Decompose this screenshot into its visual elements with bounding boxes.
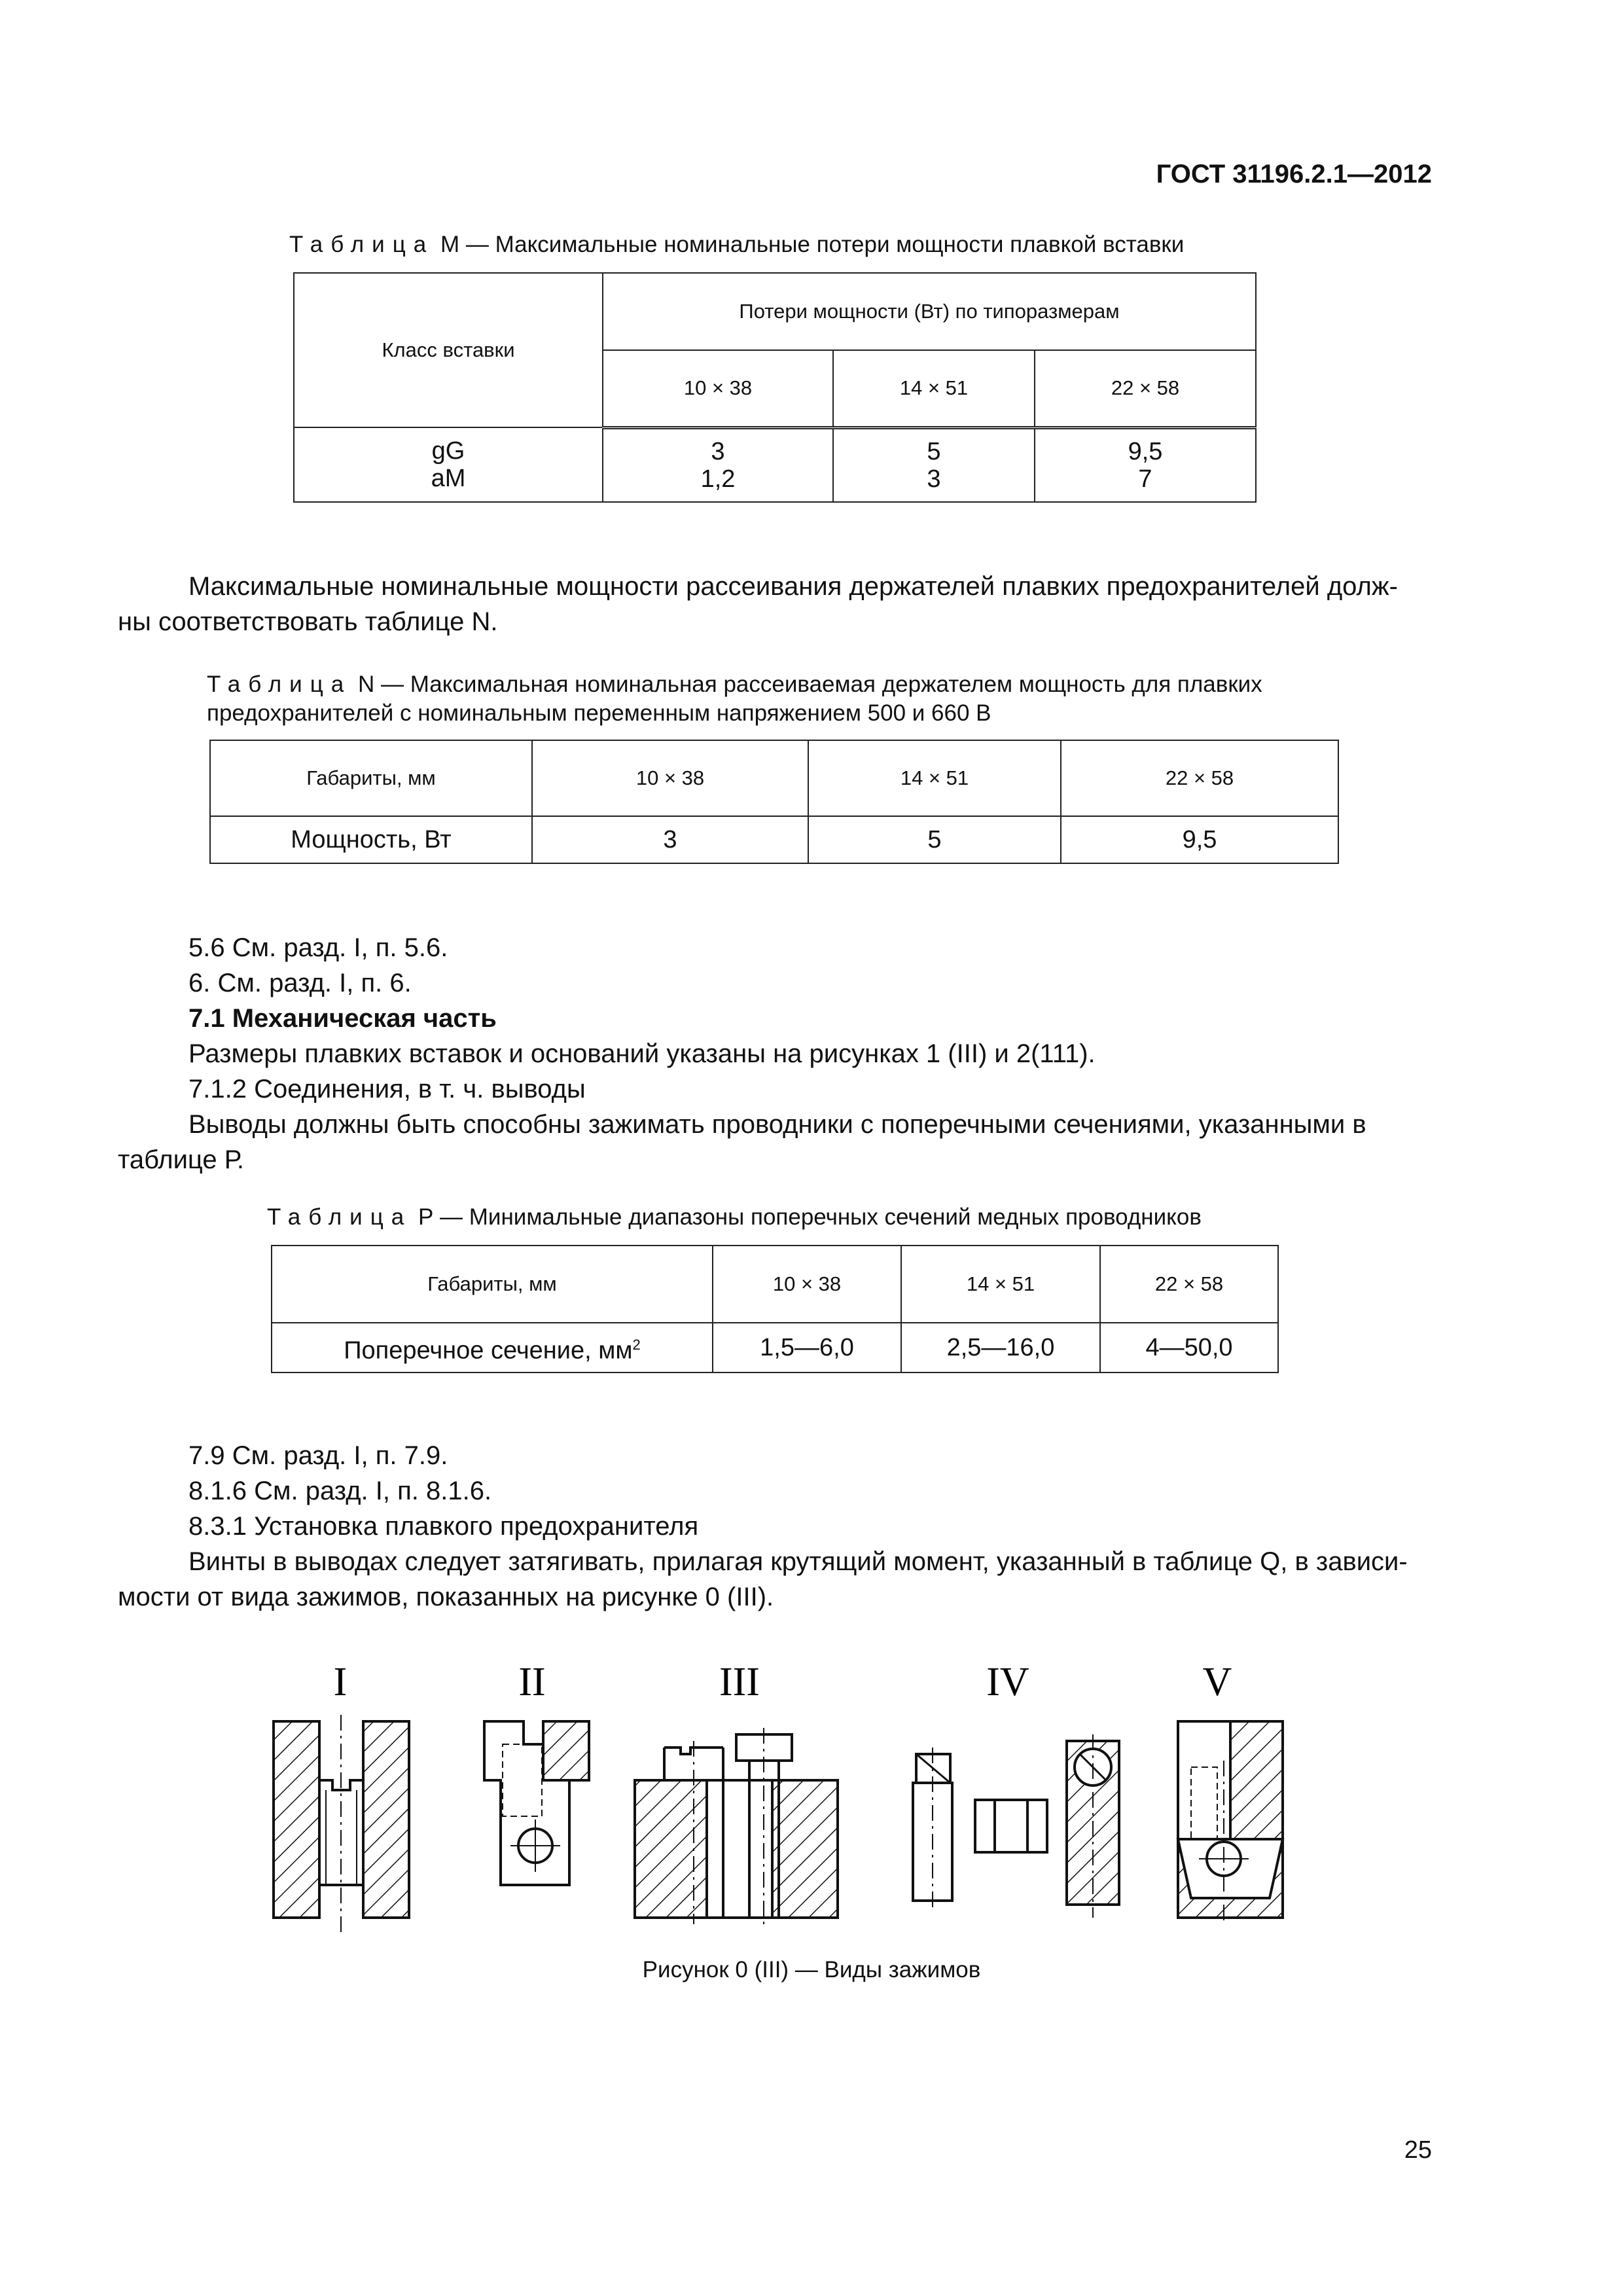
item-7-9: 7.9 См. разд. I, п. 7.9. (188, 1441, 448, 1470)
clamp-type-i (274, 1715, 409, 1937)
table-m-cell-value: aM (431, 465, 466, 492)
table-p-cell: 2,5—16,0 (901, 1323, 1100, 1372)
figure-label-iii: III (719, 1660, 760, 1704)
table-n-caption-line2: предохранителей с номинальным переменным напряжением 500 и 660 В (207, 700, 991, 726)
table-p-header: Габариты, мм (272, 1246, 713, 1323)
table-m-class-cell (294, 427, 603, 502)
table-p-row-label-text: Поперечное сечение, мм (344, 1336, 633, 1365)
table-m-value-cell (603, 427, 833, 502)
item-6: 6. См. разд. I, п. 6. (188, 969, 412, 997)
clamp-type-ii (484, 1721, 589, 1885)
table-n-header: 14 × 51 (808, 740, 1061, 816)
table-m-value-cell (1035, 427, 1256, 502)
table-p-caption-text: Р — Минимальные диапазоны поперечных сечений медных проводников (418, 1204, 1202, 1230)
table-m-cell-value: 1,2 (700, 465, 736, 493)
clamp-type-v (1178, 1721, 1283, 1924)
table-m-class-header: Класс вставки (294, 273, 603, 427)
document-number: ГОСТ 31196.2.1—2012 (1156, 160, 1432, 188)
figure-caption: Рисунок 0 (III) — Виды зажимов (642, 1957, 981, 1982)
item-7-1-2: 7.1.2 Соединения, в т. ч. выводы (188, 1075, 586, 1103)
table-p-header: 22 × 58 (1100, 1246, 1278, 1323)
table-n-cell: Мощность, Вт (210, 816, 532, 863)
table-n-header: 22 × 58 (1061, 740, 1338, 816)
figure-label-v: V (1202, 1660, 1232, 1704)
table-p-cell: 4—50,0 (1100, 1323, 1278, 1372)
page-number: 25 (1404, 2136, 1432, 2164)
table-m-size-header: 22 × 58 (1035, 350, 1256, 427)
table-m-caption (289, 230, 1184, 259)
table-m-size-header: 10 × 38 (603, 350, 833, 427)
paragraph-line: Максимальные номинальные мощности рассеивания держателей плавких предохранителей долж- (188, 572, 1398, 601)
paragraph-line: мости от вида зажимов, показанных на рисунке 0 (III). (118, 1583, 774, 1611)
paragraph-line: таблице Р. (118, 1145, 244, 1174)
table-n-caption-label: Таблица (207, 672, 352, 697)
table-m-cell-value: 7 (1138, 465, 1152, 493)
table-p-row-label (272, 1323, 713, 1372)
clamp-types-figure (262, 1649, 1322, 1937)
item-8-1-6: 8.1.6 См. разд. I, п. 8.1.6. (188, 1477, 492, 1505)
table-m-cell-value: 3 (927, 465, 941, 493)
table-m-size-header: 14 × 51 (833, 350, 1035, 427)
item-8-3-1: 8.3.1 Установка плавкого предохранителя (188, 1512, 699, 1541)
figure-label-i: I (333, 1660, 348, 1704)
table-p-header: 14 × 51 (901, 1246, 1100, 1323)
paragraph-line: Выводы должны быть способны зажимать проводники с поперечными сечениями, указанными в (188, 1110, 1366, 1139)
table-m-group-header: Потери мощности (Вт) по типоразмерам (603, 273, 1256, 350)
table-n (209, 740, 1339, 864)
clamp-type-iv (913, 1734, 1119, 1918)
table-n-cell: 9,5 (1061, 816, 1338, 863)
table-n-cell: 5 (808, 816, 1061, 863)
paragraph-line: Винты в выводах следует затягивать, прилагая крутящий момент, указанный в таблице Q, в зависи- (188, 1547, 1408, 1576)
paragraph-line: Размеры плавких вставок и оснований указаны на рисунках 1 (III) и 2(111). (188, 1039, 1096, 1068)
table-n-caption-text: N — Максимальная номинальная рассеиваемая держателем мощность для плавких (357, 672, 1262, 697)
table-n-caption (207, 670, 1262, 699)
table-m-cell-value: 9,5 (1128, 437, 1163, 465)
table-m-caption-label: Таблица (289, 232, 435, 257)
table-m-caption-text: М — Максимальные номинальные потери мощности плавкой вставки (440, 232, 1185, 257)
figure-label-iv: IV (986, 1660, 1029, 1704)
table-n-cell: 3 (532, 816, 808, 863)
table-p-caption-label: Таблица (267, 1204, 412, 1230)
table-p-caption (267, 1203, 1202, 1232)
table-n-header: Габариты, мм (210, 740, 532, 816)
table-m-cell-value: 3 (711, 437, 725, 465)
table-m (293, 272, 1257, 503)
table-n-header: 10 × 38 (532, 740, 808, 816)
paragraph-line: ны соответствовать таблице N. (118, 607, 498, 636)
clamp-type-iii (635, 1728, 838, 1924)
table-p-row-label-sup: 2 (632, 1336, 641, 1353)
table-m-cell-value: 5 (927, 437, 941, 465)
section-heading: 7.1 Механическая часть (188, 1004, 497, 1033)
table-p (271, 1245, 1279, 1373)
item-5-6: 5.6 См. разд. I, п. 5.6. (188, 933, 448, 962)
table-m-value-cell (833, 427, 1035, 502)
table-p-cell: 1,5—6,0 (713, 1323, 901, 1372)
table-m-cell-value: gG (431, 437, 465, 465)
figure-label-ii: II (518, 1660, 546, 1704)
table-p-header: 10 × 38 (713, 1246, 901, 1323)
